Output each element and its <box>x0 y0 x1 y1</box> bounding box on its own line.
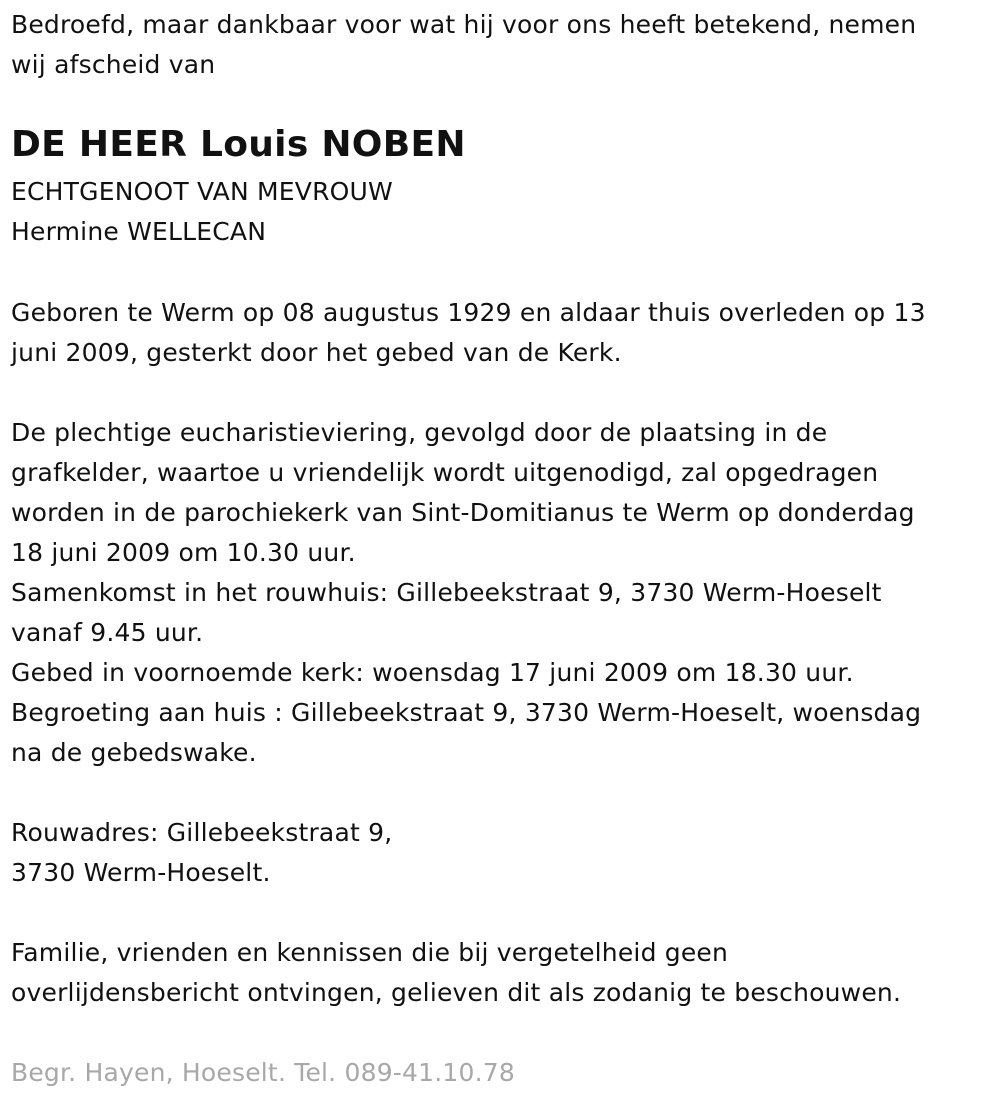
deceased-name: DE HEER Louis NOBEN <box>11 124 466 165</box>
undertaker-footer: Begr. Hayen, Hoeselt. Tel. 089-41.10.78 <box>11 1058 515 1087</box>
ceremony-line-2: grafkelder, waartoe u vriendelijk wordt uitgenodigd, zal opgedragen <box>11 458 879 487</box>
gathering-line-2: vanaf 9.45 uur. <box>11 618 204 647</box>
intro-line-2: wij afscheid van <box>11 50 216 79</box>
birth-death-line-2: juni 2009, gesterkt door het gebed van de Kerk. <box>11 338 622 367</box>
notice-line-2: overlijdensbericht ontvingen, gelieven dit als zodanig te beschouwen. <box>11 978 902 1007</box>
ceremony-line-4: 18 juni 2009 om 10.30 uur. <box>11 538 356 567</box>
mourning-address-line-1: Rouwadres: Gillebeekstraat 9, <box>11 818 393 847</box>
visitation-line-2: na de gebedswake. <box>11 738 257 767</box>
ceremony-line-1: De plechtige eucharistieviering, gevolgd door de plaatsing in de <box>11 418 828 447</box>
spouse-name: Hermine WELLECAN <box>11 217 267 246</box>
visitation-line-1: Begroeting aan huis : Gillebeekstraat 9, 3730 Werm-Hoeselt, woensdag <box>11 698 922 727</box>
gathering-line-1: Samenkomst in het rouwhuis: Gillebeekstraat 9, 3730 Werm-Hoeselt <box>11 578 882 607</box>
prayer-line: Gebed in voornoemde kerk: woensdag 17 juni 2009 om 18.30 uur. <box>11 658 854 687</box>
birth-death-line-1: Geboren te Werm op 08 augustus 1929 en aldaar thuis overleden op 13 <box>11 298 926 327</box>
ceremony-line-3: worden in de parochiekerk van Sint-Domitianus te Werm op donderdag <box>11 498 915 527</box>
notice-line-1: Familie, vrienden en kennissen die bij vergetelheid geen <box>11 938 729 967</box>
mourning-address-line-2: 3730 Werm-Hoeselt. <box>11 858 271 887</box>
spouse-title: ECHTGENOOT VAN MEVROUW <box>11 177 393 206</box>
intro-line-1: Bedroefd, maar dankbaar voor wat hij voor ons heeft betekend, nemen <box>11 10 917 39</box>
